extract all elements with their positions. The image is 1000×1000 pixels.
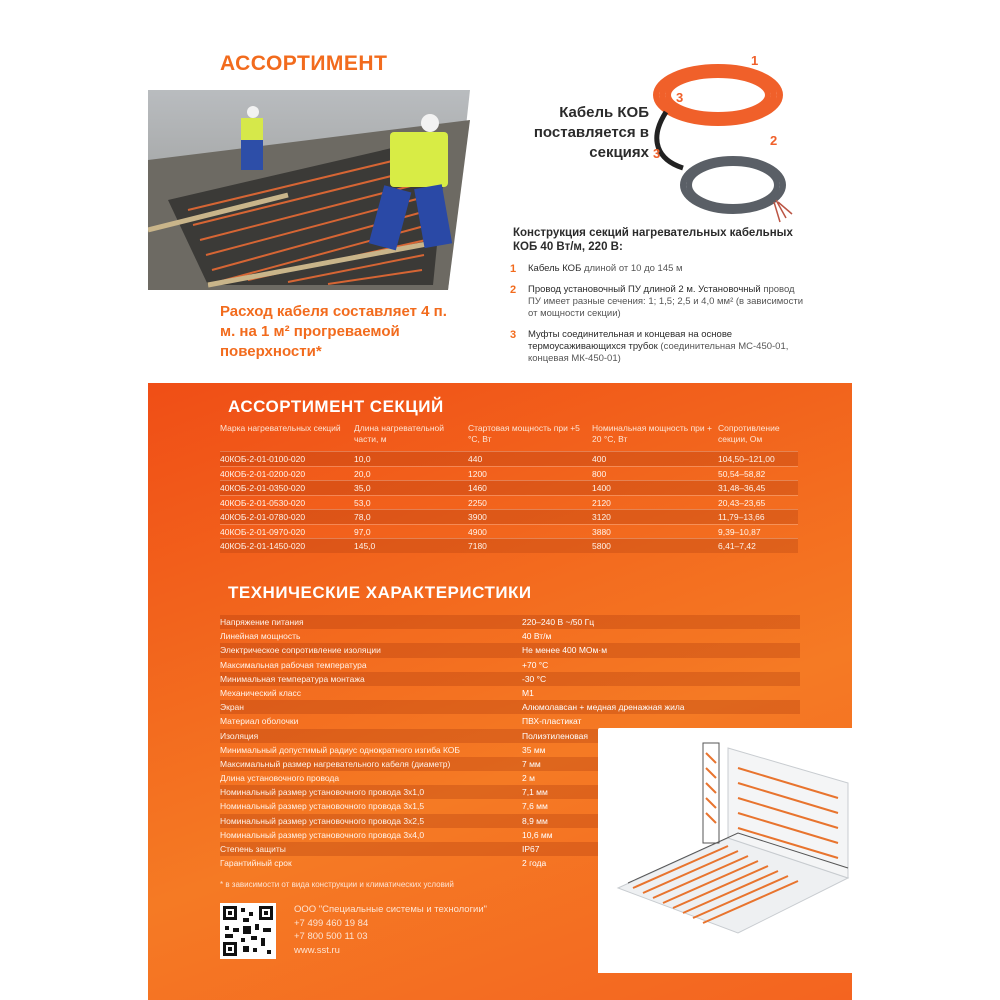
tech-table-row [220,643,800,657]
heating-cable-coil [656,67,780,123]
tech-param-name: Минимальная температура монтажа [220,673,365,684]
tech-param-value: 35 мм [522,744,546,755]
tech-param-value: +70 °С [522,659,549,670]
company-name: ООО "Специальные системы и технологии" [294,904,488,915]
construction-item-num: 2 [510,284,517,296]
sections-table-cell: 9,39–10,87 [718,526,761,537]
cable-caption: Кабель КОБ поставляется в секциях [533,104,649,161]
orange-panel [148,383,852,1000]
tech-param-name: Максимальная рабочая температура [220,659,367,670]
contacts [294,903,487,957]
sections-table-cell: 53,0 [354,497,371,508]
construction-item-bold: Кабель КОБ [528,263,582,274]
sections-table-row [220,495,798,510]
cable-label-1: 1 [751,53,759,68]
tech-param-value: ПВХ-пластикат [522,716,582,727]
tech-param-name: Электрическое сопротивление изоляции [220,645,381,656]
sections-title: АССОРТИМЕНТ СЕКЦИЙ [228,397,444,416]
sections-table-cell: 40КОБ-2-01-0100-020 [220,454,306,464]
tech-param-value: -30 °С [522,673,547,684]
cable-label-2: 2 [770,133,778,148]
tech-table-row [220,629,800,643]
qr-code[interactable] [220,903,276,959]
sections-table-cell: 40КОБ-2-01-0970-020 [220,526,306,537]
floor-heating-illustration [598,728,852,973]
construction-item-num: 1 [510,263,517,275]
sections-table-cell: 50,54–58,82 [718,468,766,479]
construction-item-bold: Муфты соединительная и концевая на основе термоусаживающихся трубок [528,329,733,352]
tech-param-value: 220–240 В ~/50 Гц [522,617,595,627]
sections-table-cell: 31,48–36,45 [718,483,766,493]
tech-param-name: Линейная мощность [220,631,301,642]
sections-table-cell: 3900 [468,512,487,522]
sections-table-cell: 1460 [468,483,487,493]
tech-param-value: 40 Вт/м [522,631,552,642]
sections-table-row [220,480,798,495]
sections-header-cell: Марка нагревательных секций [220,423,341,433]
tech-param-name: Напряжение питания [220,617,304,627]
sections-table-cell: 5800 [592,541,611,551]
sections-table-row [220,538,798,553]
sections-header-cell: Сопротивление секции, Ом [718,423,780,444]
construction-list [510,263,810,374]
construction-item [510,284,810,320]
sections-table-cell: 6,41–7,42 [718,541,756,551]
sections-table-cell: 40КОБ-2-01-1450-020 [220,541,306,551]
sections-table-row [220,509,798,524]
sections-table-row [220,524,798,539]
tech-param-name: Механический класс [220,687,302,698]
sections-table-cell: 10,0 [354,454,371,464]
tech-param-value: 7 мм [522,758,541,769]
tech-param-name: Номинальный размер установочного провода 3х2,5 [220,815,425,826]
sections-table-cell: 1400 [592,483,611,493]
sections-table-cell: 800 [592,468,607,479]
tech-param-value: 7,6 мм [522,801,548,812]
tech-param-value: 8,9 мм [522,815,548,826]
tech-param-value: IP67 [522,844,540,854]
tech-table-row [220,672,800,686]
construction-item-text: провод ПУ имеет разные сечения: 1; 1,5; 2,5 и 4,0 мм² (в зависимости от мощности секции) [528,284,803,319]
sections-table-cell: 4900 [468,526,487,537]
tech-table-row [220,700,800,714]
cable-label-3b: 3 [653,146,661,161]
construction-item-text: длиной от 10 до 145 м [581,263,683,274]
phone-2[interactable]: +7 800 500 11 03 [294,931,368,942]
tech-param-name: Степень защиты [220,844,286,854]
tech-param-name: Максимальный размер нагревательного кабеля (диаметр) [220,758,451,769]
sections-table-cell: 40КОБ-2-01-0530-020 [220,497,306,508]
tech-param-value: М1 [522,687,534,698]
tech-table-row [220,615,800,629]
tech-table-row [220,658,800,672]
sections-table-cell: 97,0 [354,526,371,537]
tech-param-name: Длина установочного провода [220,773,340,784]
construction-item [510,329,810,365]
sections-table-cell: 40КОБ-2-01-0200-020 [220,468,306,479]
cable-coil-image [618,50,798,240]
sections-table [220,423,798,553]
sections-table-header [220,423,798,451]
tech-param-name: Номинальный размер установочного провода 3х4,0 [220,829,425,840]
workers-laying-cable-illustration [148,90,470,290]
sections-table-cell: 35,0 [354,483,371,493]
tech-table-row [220,686,800,700]
sections-table-cell: 2250 [468,497,487,508]
sections-table-row [220,451,798,466]
sections-table-cell: 400 [592,454,607,464]
tech-param-value: 7,1 мм [522,787,548,798]
sections-table-row [220,466,798,481]
tech-param-name: Минимальный допустимый радиус однократного изгиба КОБ [220,744,460,755]
tech-table-row [220,714,800,728]
tech-title: ТЕХНИЧЕСКИЕ ХАРАКТЕРИСТИКИ [228,583,532,602]
website-link[interactable]: www.sst.ru [294,944,340,956]
construction-item [510,263,810,275]
sections-table-cell: 2120 [592,497,611,508]
assortment-title: АССОРТИМЕНТ [220,52,388,75]
sections-table-cell: 78,0 [354,512,371,522]
tech-param-name: Изоляция [220,730,259,741]
phone-1[interactable]: +7 499 460 19 84 [294,917,369,929]
sections-table-cell: 11,79–13,66 [718,512,765,522]
footnote: * в зависимости от вида конструкции и климатических условий [220,880,454,889]
construction-item-num: 3 [510,329,517,341]
construction-item-bold: Провод установочный ПУ длиной 2 м. Установочный [528,284,761,295]
sections-table-cell: 145,0 [354,541,376,551]
sections-table-cell: 20,0 [354,468,371,479]
workers-photo [148,90,470,290]
tech-param-value: Алюмолавсан + медная дренажная жила [522,702,685,713]
tech-param-name: Материал оболочки [220,716,299,727]
tech-param-name: Гарантийный срок [220,858,292,869]
tech-param-value: Не менее 400 МОм·м [522,645,608,656]
sections-table-cell: 440 [468,454,483,464]
installation-wire-coil [683,159,783,211]
sections-header-cell: Длина нагревательной части, м [354,423,444,444]
sections-table-cell: 1200 [468,468,487,479]
construction-title: Конструкция секций нагревательных кабельных КОБ 40 Вт/м, 220 В: [513,227,793,253]
sections-table-cell: 40КОБ-2-01-0780-020 [220,512,306,522]
tech-param-value: 2 года [522,858,547,869]
cable-label-3a: 3 [676,90,684,105]
sections-table-cell: 104,50–121,00 [718,454,775,464]
tech-param-value: 10,6 мм [522,829,553,840]
brochure-page [148,0,852,1000]
sections-table-cell: 40КОБ-2-01-0350-020 [220,483,306,493]
sections-header-cell: Номинальная мощность при + 20 °С, Вт [592,423,712,444]
tech-param-value: Полиэтиленовая [522,730,589,741]
construction-item-text: (соединительная МС-450-01, концевая МК-450-01) [528,341,789,364]
sections-header-cell: Стартовая мощность при +5 °С, Вт [468,423,580,444]
tech-param-value: 2 м [522,773,535,784]
sections-table-cell: 7180 [468,541,487,551]
sections-table-cell: 3120 [592,512,611,522]
sections-table-cell: 3880 [592,526,611,537]
tech-param-name: Экран [220,702,244,713]
sections-table-cell: 20,43–23,65 [718,497,766,508]
tech-param-name: Номинальный размер установочного провода 3х1,0 [220,787,425,798]
consumption-note: Расход кабеля составляет 4 п. м. на 1 м² прогреваемой поверхности* [220,303,447,360]
sections-table-body [220,451,798,553]
tech-param-name: Номинальный размер установочного провода 3х1,5 [220,801,425,812]
